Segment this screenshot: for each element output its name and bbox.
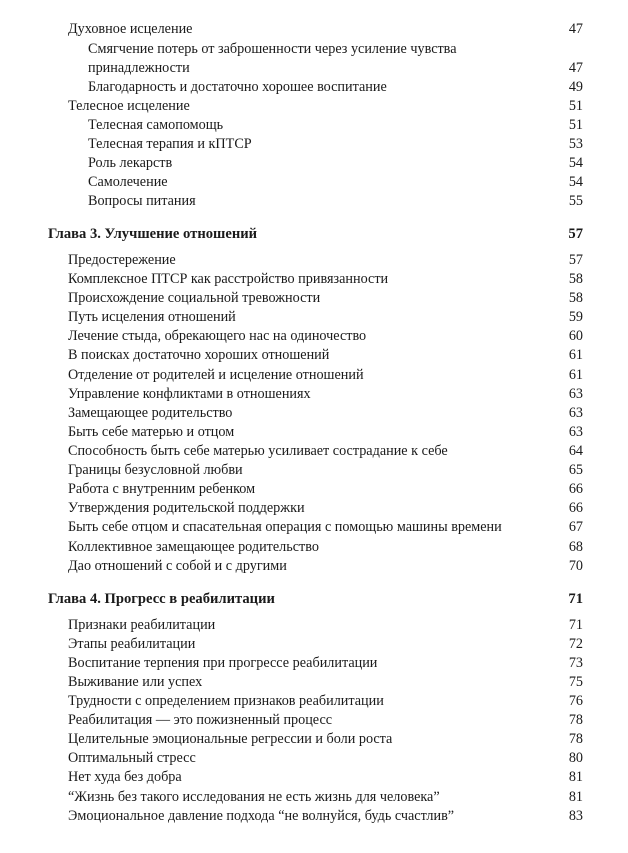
toc-entry-page: 76 <box>568 693 583 709</box>
toc-entry-page: 58 <box>568 271 583 287</box>
toc-entry-page: 78 <box>568 731 583 747</box>
toc-entry-page: 49 <box>568 79 583 95</box>
toc-entry-title: Утверждения родительской поддержки <box>68 500 305 516</box>
chapter-title: Глава 4. Прогресс в реабилитации <box>48 591 275 607</box>
toc-entry-title: Путь исцеления отношений <box>68 309 236 325</box>
toc-entry-title: Способность быть себе матерью усиливает сострадание к себе <box>68 443 448 459</box>
toc-entry-title: Предостережение <box>68 252 176 268</box>
toc-entry-title: Самолечение <box>88 174 168 190</box>
toc-entry-page: 61 <box>568 367 583 383</box>
toc-entry-page: 55 <box>568 193 583 209</box>
toc-entry-title: “Жизнь без такого исследования не есть жизнь для человека” <box>68 789 440 805</box>
toc-entry-page: 54 <box>568 155 583 171</box>
toc-entry-title: Благодарность и достаточно хорошее воспитание <box>88 79 387 95</box>
toc-entry-page: 59 <box>568 309 583 325</box>
toc-entry-page: 81 <box>568 769 583 785</box>
toc-entry-page: 83 <box>568 808 583 824</box>
toc-entry-page: 75 <box>568 674 583 690</box>
toc-entry-page: 65 <box>568 462 583 478</box>
toc-entry-title: Лечение стыда, обрекающего нас на одиночество <box>68 328 367 344</box>
toc-entry-title: Быть себе отцом и спасательная операция с помощью машины времени <box>68 519 502 535</box>
toc-entry-page: 60 <box>568 328 583 344</box>
toc-entry-page: 47 <box>568 21 583 37</box>
toc-entry-title: Границы безусловной любви <box>68 462 243 478</box>
chapter-page: 71 <box>568 591 583 607</box>
toc-entry-page: 70 <box>568 558 583 574</box>
toc-entry-page: 63 <box>568 405 583 421</box>
toc-entry-title: Отделение от родителей и исцеление отношений <box>68 367 364 383</box>
toc-entry-page: 64 <box>568 443 583 459</box>
toc-entry-page: 66 <box>568 481 583 497</box>
toc-entry-page: 53 <box>568 136 583 152</box>
toc-entry-title: Телесная терапия и кПТСР <box>88 136 252 152</box>
toc-entry-page: 63 <box>568 424 583 440</box>
toc-entry-title: Вопросы питания <box>88 193 196 209</box>
toc-entry-page: 51 <box>568 117 583 133</box>
toc-entry-page: 66 <box>568 500 583 516</box>
toc-entry-page: 71 <box>568 617 583 633</box>
toc-entry-page: 54 <box>568 174 583 190</box>
toc-entry-title: Смягчение потерь от заброшенности через усиление чувства <box>88 41 457 57</box>
toc-entry-title: Работа с внутренним ребенком <box>68 481 256 497</box>
toc-entry-page: 72 <box>568 636 583 652</box>
toc-entry-page: 80 <box>568 750 583 766</box>
toc-entry-title: принадлежности <box>88 60 190 76</box>
toc-entry-page: 58 <box>568 290 583 306</box>
toc-entry-title: Телесная самопомощь <box>88 117 224 133</box>
toc-entry-title: Нет худа без добра <box>68 769 182 785</box>
toc-entry-title: Признаки реабилитации <box>68 617 216 633</box>
toc-entry-title: Замещающее родительство <box>68 405 233 421</box>
toc-entry-title: Эмоциональное давление подхода “не волнуйся, будь счастлив” <box>68 808 455 824</box>
chapter-title: Глава 3. Улучшение отношений <box>48 226 258 242</box>
toc-entry-title: Целительные эмоциональные регрессии и боли роста <box>68 731 393 747</box>
toc-entry-page: 73 <box>568 655 583 671</box>
toc-entry-page: 67 <box>568 519 583 535</box>
toc-entry-title: Выживание или успех <box>68 674 203 690</box>
toc-entry-page: 57 <box>568 252 583 268</box>
toc-entry-title: Трудности с определением признаков реабилитации <box>68 693 384 709</box>
toc-entry-page: 81 <box>568 789 583 805</box>
toc-entry-title: Коллективное замещающее родительство <box>68 539 319 555</box>
toc-entry-title: Роль лекарств <box>88 155 173 171</box>
toc-entry-title: Телесное исцеление <box>68 98 190 114</box>
toc-entry-title: Комплексное ПТСР как расстройство привязанности <box>68 271 389 287</box>
toc-entry-title: Дао отношений с собой и с другими <box>68 558 287 574</box>
toc-entry-page: 51 <box>568 98 583 114</box>
chapter-page: 57 <box>568 226 583 242</box>
toc-entry-title: Реабилитация — это пожизненный процесс <box>68 712 333 728</box>
toc-entry-page: 61 <box>568 347 583 363</box>
toc-entry-page: 68 <box>568 539 583 555</box>
toc-entry-title: Воспитание терпения при прогрессе реабилитации <box>68 655 378 671</box>
toc-entry-title: Быть себе матерью и отцом <box>68 424 235 440</box>
toc-entry-page: 78 <box>568 712 583 728</box>
toc-entry-page: 63 <box>568 386 583 402</box>
toc-entry-page: 47 <box>568 60 583 76</box>
toc-entry-title: Происхождение социальной тревожности <box>68 290 321 306</box>
toc-entry-title: Управление конфликтами в отношениях <box>68 386 311 402</box>
toc-entry-title: Оптимальный стресс <box>68 750 196 766</box>
toc-entry-title: Этапы реабилитации <box>68 636 196 652</box>
toc-entry-title: В поисках достаточно хороших отношений <box>68 347 330 363</box>
toc-entry-title: Духовное исцеление <box>68 21 193 37</box>
